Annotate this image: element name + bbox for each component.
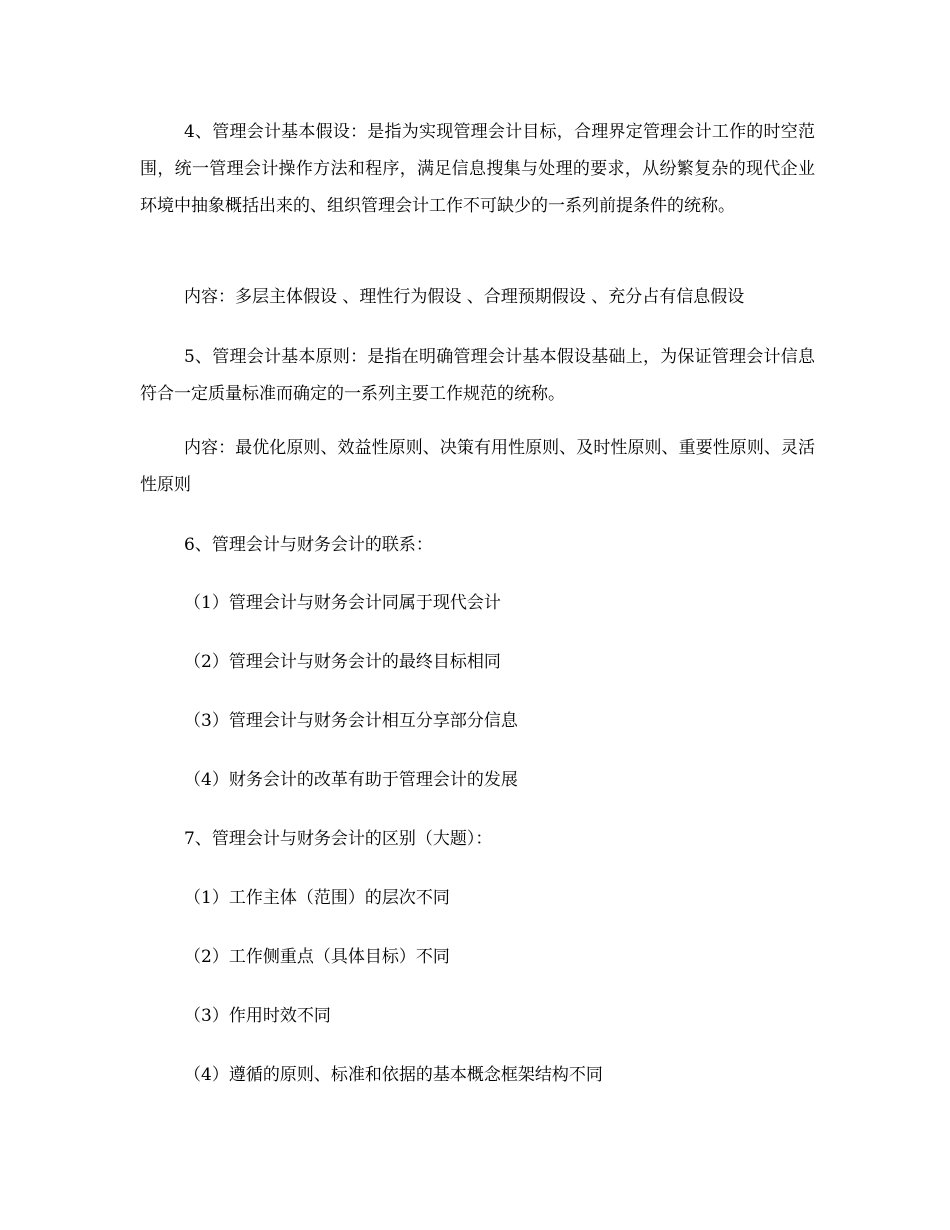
list-item-difference-1: （1）工作主体（范围）的层次不同 — [184, 888, 450, 908]
list-item-relationship-1: （1）管理会计与财务会计同属于现代会计 — [184, 593, 501, 613]
paragraph-principles-content: 内容：最优化原则、效益性原则、决策有用性原则、及时性原则、重要性原则、灵活性原则 — [140, 438, 815, 495]
list-item-relationship-3: （3）管理会计与财务会计相互分享部分信息 — [184, 711, 518, 731]
paragraph-principles-definition: 5、管理会计基本原则：是指在明确管理会计基本假设基础上，为保证管理会计信息符合一定质量标准而确定的一系列主要工作规范的统称。 — [140, 347, 815, 404]
heading-relationship: 6、管理会计与财务会计的联系： — [184, 535, 433, 555]
paragraph-assumptions-definition: 4、管理会计基本假设：是指为实现管理会计目标，合理界定管理会计工作的时空范围，统一管理会计操作方法和程序，满足信息搜集与处理的要求，从纷繁复杂的现代企业环境中抽象概括出来的、组织管理会计工作不可缺少的一系列前提条件的统称。 — [140, 122, 815, 216]
paragraph-assumptions-content: 内容：多层主体假设 、理性行为假设 、合理预期假设 、充分占有信息假设 — [184, 287, 745, 307]
list-item-relationship-2: （2）管理会计与财务会计的最终目标相同 — [184, 652, 501, 672]
list-item-difference-4: （4）遵循的原则、标准和依据的基本概念框架结构不同 — [184, 1065, 603, 1085]
list-item-difference-2: （2）工作侧重点（具体目标）不同 — [184, 947, 450, 967]
heading-differences: 7、管理会计与财务会计的区别（大题）： — [184, 829, 493, 849]
list-item-difference-3: （3）作用时效不同 — [184, 1006, 331, 1026]
list-item-relationship-4: （4）财务会计的改革有助于管理会计的发展 — [184, 770, 518, 790]
